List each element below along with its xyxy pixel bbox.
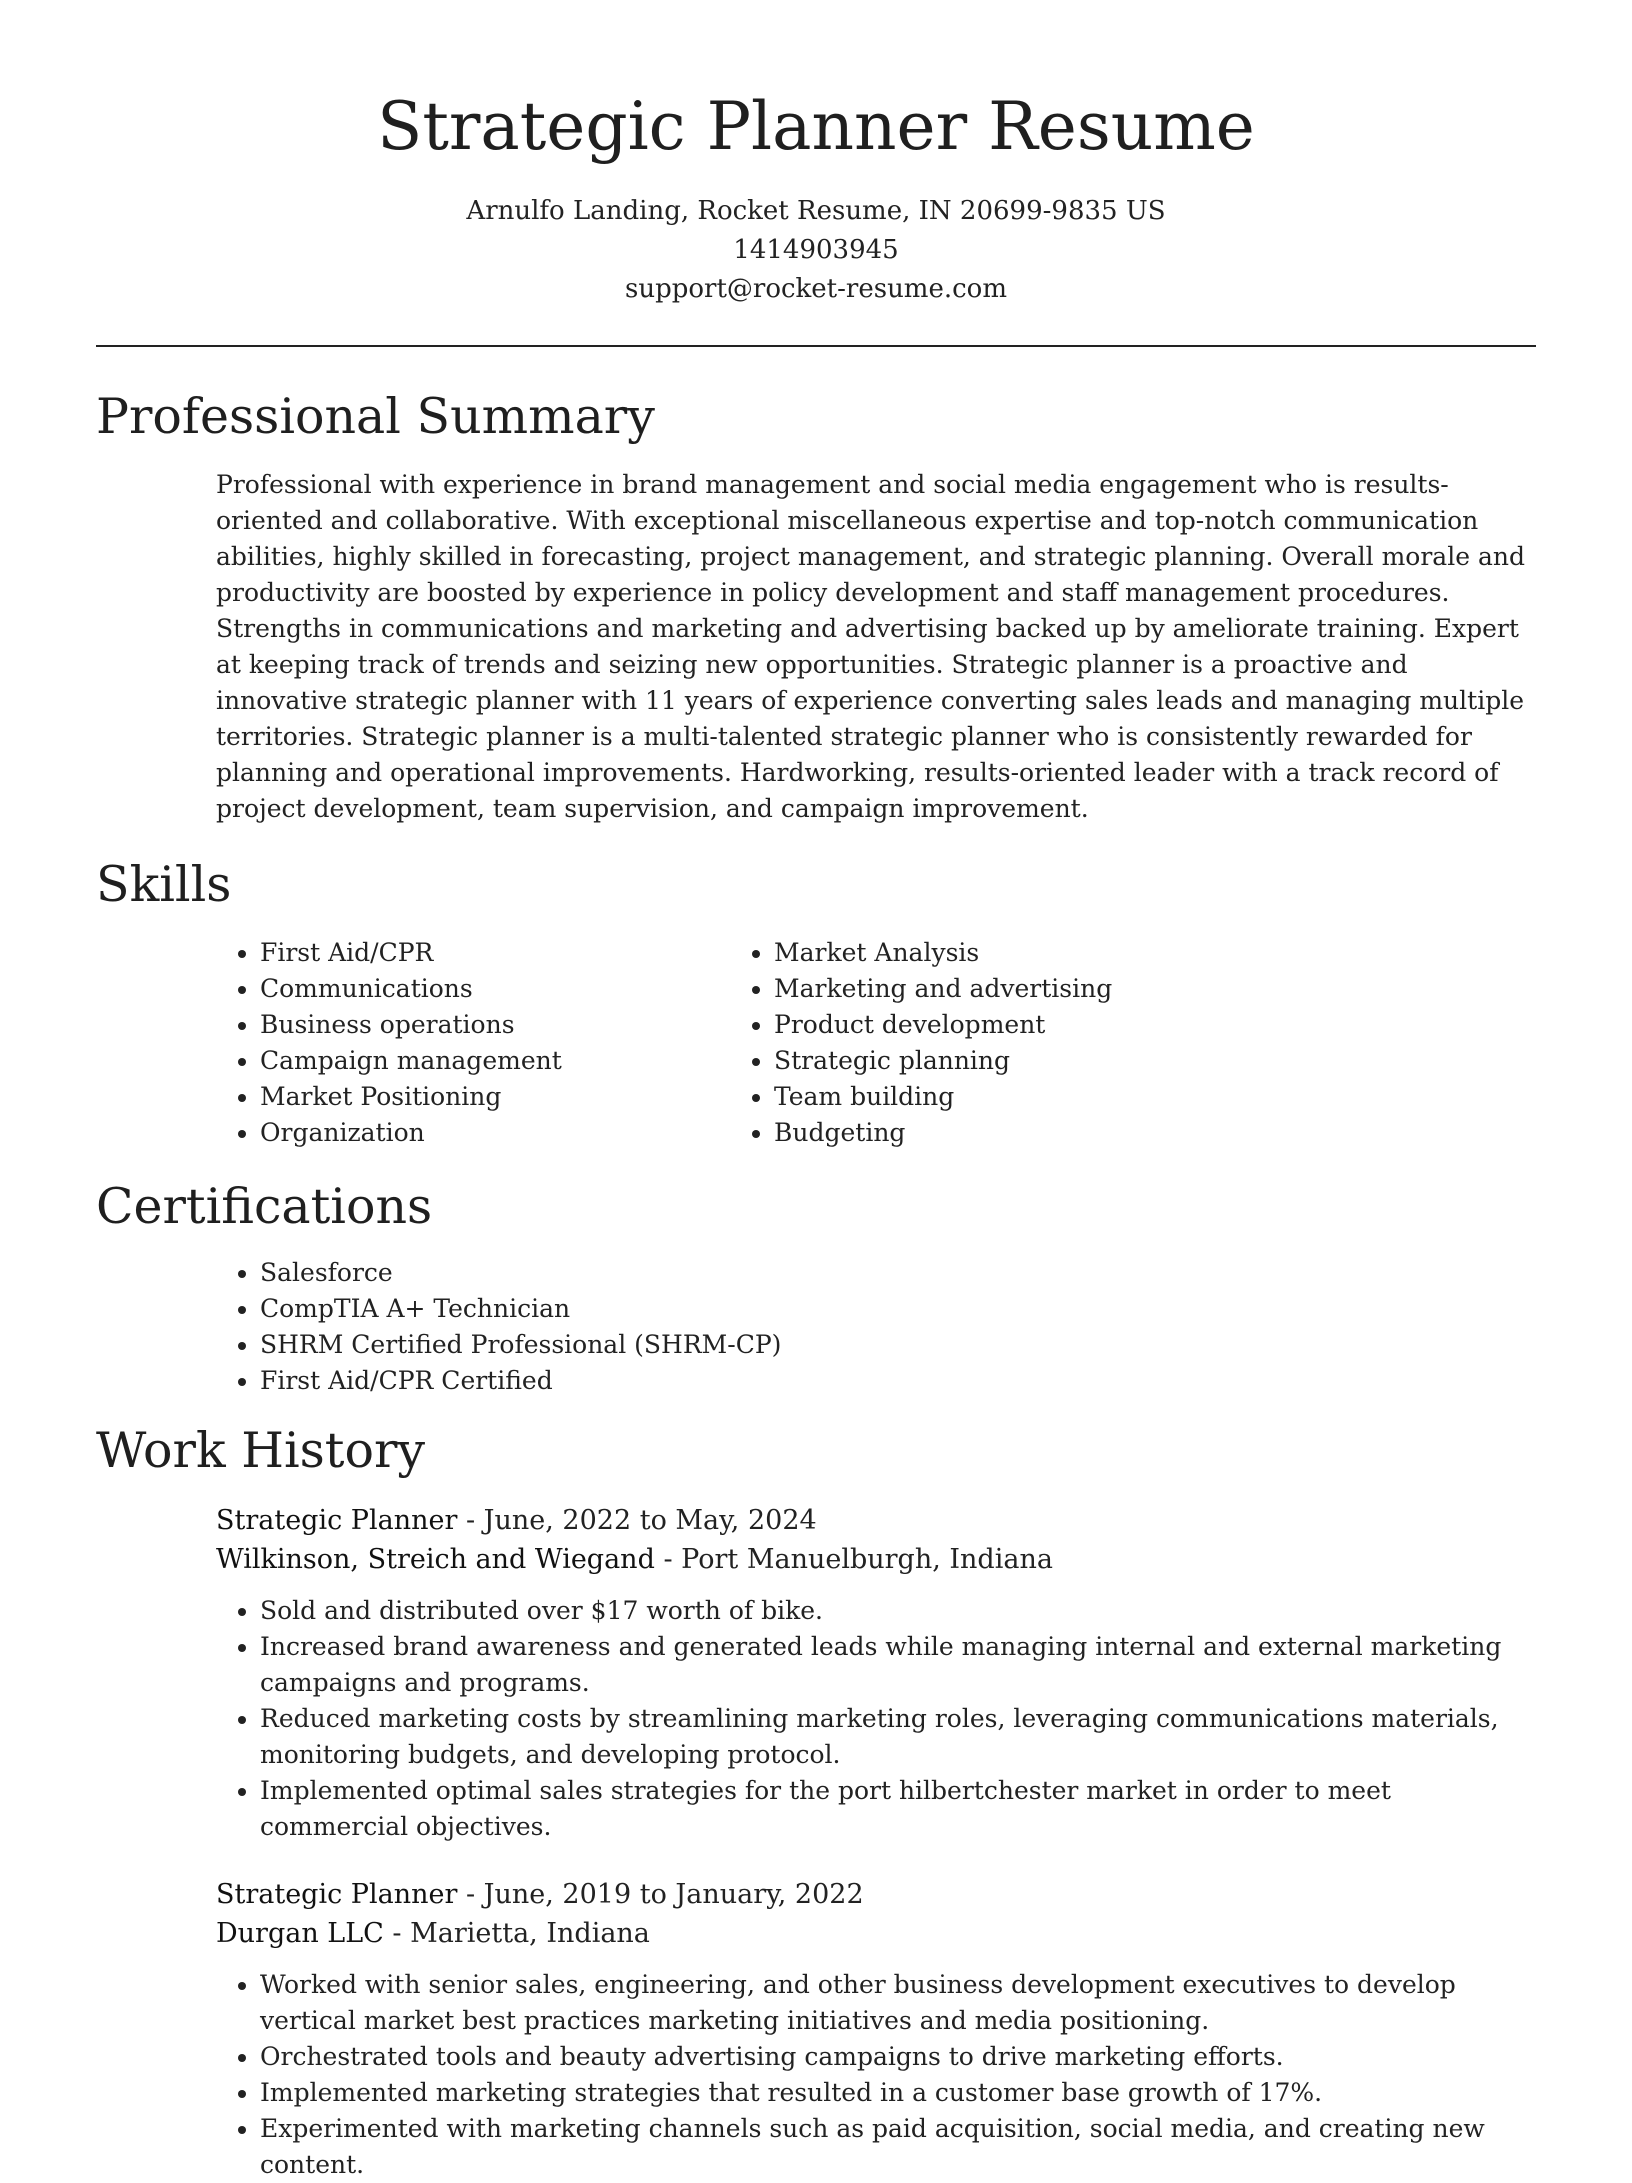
job-dates: June, 2019 to January, 2022 — [483, 1879, 864, 1910]
job-bullet: • Implemented optimal sales strategies for the port hilbertchester market in order to meet commercial objectives. — [260, 1773, 1536, 1845]
certification-item: • Salesforce — [260, 1255, 1536, 1291]
certifications-section — [96, 1177, 1536, 1399]
skill-item: • Team building — [774, 1079, 1274, 1115]
certification-item: • First Aid/CPR Certified — [260, 1363, 1536, 1399]
job-bullets — [216, 1967, 1536, 2183]
job-title: Strategic Planner — [216, 1879, 458, 1910]
job-bullet: • Worked with senior sales, engineering, and other business development executives to develop vertical market best practices marketing initiatives and media positioning. — [260, 1967, 1536, 2039]
job-company-line: Durgan LLC - Marietta, Indiana — [216, 1918, 650, 1949]
skill-item: • Organization — [260, 1115, 746, 1151]
contact-email: support@rocket-resume.com — [624, 274, 1007, 304]
skill-item: • Communications — [260, 971, 746, 1007]
skills-grid — [96, 935, 1536, 1151]
job-dates: June, 2022 to May, 2024 — [483, 1505, 817, 1536]
skill-item: • Business operations — [260, 1007, 746, 1043]
job-company: Wilkinson, Streich and Wiegand — [216, 1544, 655, 1575]
skills-section — [96, 855, 1536, 1151]
certifications-heading: Certifications — [96, 1178, 433, 1235]
job-company: Durgan LLC — [216, 1918, 384, 1949]
job-bullet: • Reduced marketing costs by streamlining marketing roles, leveraging communications materials, monitoring budgets, and developing protocol. — [260, 1701, 1536, 1773]
resume-page — [96, 0, 1536, 2183]
job-bullets — [216, 1593, 1536, 1845]
header-divider — [96, 345, 1536, 347]
job-title: Strategic Planner — [216, 1505, 458, 1536]
job-bullet: • Orchestrated tools and beauty advertising campaigns to drive marketing efforts. — [260, 2039, 1536, 2075]
skills-list-right — [610, 935, 1274, 1151]
skill-item: • Budgeting — [774, 1115, 1274, 1151]
skill-item: • Product development — [774, 1007, 1274, 1043]
summary-section — [96, 387, 1536, 827]
skills-heading: Skills — [96, 856, 232, 913]
contact-address: Arnulfo Landing, Rocket Resume, IN 20699-9835 US — [466, 196, 1166, 226]
certification-item: • SHRM Certified Professional (SHRM-CP) — [260, 1327, 1536, 1363]
job-entry — [216, 1875, 1536, 2183]
skill-item: • Strategic planning — [774, 1043, 1274, 1079]
skill-item: • Marketing and advertising — [774, 971, 1274, 1007]
certifications-list — [96, 1255, 1536, 1399]
skill-item: • Campaign management — [260, 1043, 746, 1079]
job-entry — [216, 1501, 1536, 1845]
skill-item: • Market Positioning — [260, 1079, 746, 1115]
job-location: Port Manuelburgh, Indiana — [681, 1544, 1053, 1575]
job-bullet: • Implemented marketing strategies that resulted in a customer base growth of 17%. — [260, 2075, 1536, 2111]
certification-item: • CompTIA A+ Technician — [260, 1291, 1536, 1327]
job-bullet: • Experimented with marketing channels such as paid acquisition, social media, and creating new content. — [260, 2111, 1536, 2183]
resume-header — [96, 0, 1536, 309]
job-title-line: Strategic Planner - June, 2022 to May, 2024 — [216, 1505, 817, 1536]
work-history-heading: Work History — [96, 1422, 426, 1479]
contact-phone: 1414903945 — [733, 235, 899, 265]
work-history-section — [96, 1421, 1536, 2183]
job-bullet: • Sold and distributed over $17 worth of bike. — [260, 1593, 1536, 1629]
page-title: Strategic Planner Resume — [377, 88, 1255, 165]
skill-item: • Market Analysis — [774, 935, 1274, 971]
job-title-line: Strategic Planner - June, 2019 to January, 2022 — [216, 1879, 864, 1910]
job-company-line: Wilkinson, Streich and Wiegand - Port Manuelburgh, Indiana — [216, 1544, 1053, 1575]
job-location: Marietta, Indiana — [410, 1918, 650, 1949]
summary-text: Professional with experience in brand management and social media engagement who is results-oriented and collaborative. With exceptional miscellaneous expertise and top-notch communication abilities, highly skilled in forecasting, project management, and strategic planning. Overall morale and productivity are boosted by experience in policy development and staff management procedures. Strengths in communications and marketing and advertising backed up by ameliorate training. Expert at keeping track of trends and seizing new opportunities. Strategic planner is a proactive and innovative strategic planner with 11 years of experience converting sales leads and managing multiple territories. Strategic planner is a multi-talented strategic planner who is consistently rewarded for planning and operational improvements. Hardworking, results-oriented leader with a track record of project development, team supervision, and campaign improvement. — [216, 470, 1525, 823]
skill-item: • First Aid/CPR — [260, 935, 746, 971]
job-bullet: • Increased brand awareness and generated leads while managing internal and external marketing campaigns and programs. — [260, 1629, 1536, 1701]
summary-heading: Professional Summary — [96, 388, 655, 445]
